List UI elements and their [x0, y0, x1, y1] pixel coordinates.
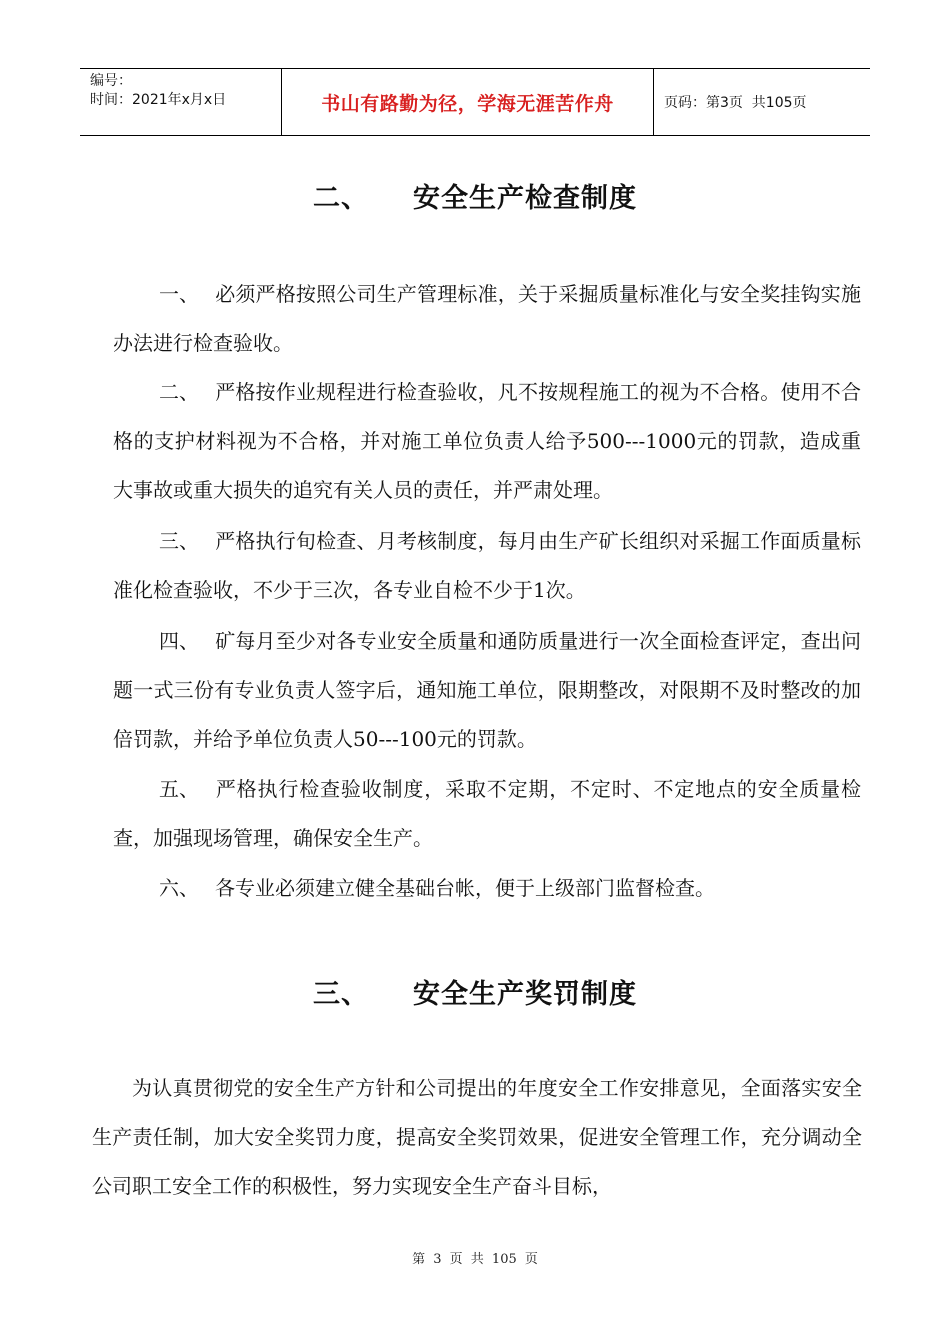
- section-3-title: 安全生产奖罚制度: [413, 979, 637, 1010]
- section-3-number: 三、: [313, 979, 369, 1010]
- document-header: [80, 68, 870, 136]
- header-motto: 书山有路勤为径，学海无涯苦作舟: [282, 69, 654, 135]
- list-item-text: 必须严格按照公司生产管理标准，关于采掘质量标准化与安全奖挂钩实施办法进行检查验收。: [113, 282, 861, 355]
- list-item: [113, 270, 861, 368]
- header-page-info-cell: [654, 69, 870, 135]
- list-item-number: 三、: [159, 529, 199, 553]
- section-2-heading: [0, 176, 950, 215]
- list-item: [113, 517, 861, 615]
- header-meta-cell: [80, 69, 282, 135]
- list-item-number: 六、: [159, 876, 199, 900]
- section-2-number: 二、: [313, 183, 369, 214]
- time-label: 时间：2021年x月x日: [90, 92, 227, 108]
- section-2-title: 安全生产检查制度: [413, 183, 637, 214]
- list-item: [113, 617, 861, 764]
- header-page-info: 页码：第3页 共105页: [664, 95, 807, 111]
- section-3-heading: [0, 972, 950, 1011]
- section-3-intro: 为认真贯彻党的安全生产方针和公司提出的年度安全工作安排意见，全面落实安全生产责任制，加大安全奖罚力度，提高安全奖罚效果，促进安全管理工作，充分调动全公司职工安全工作的积极性，努力实现安全生产奋斗目标，: [92, 1076, 862, 1198]
- list-item: [113, 864, 861, 913]
- list-item-text: 严格按作业规程进行检查验收，凡不按规程施工的视为不合格。使用不合格的支护材料视为不合格，并对施工单位负责人给予500---1000元的罚款，造成重大事故或重大损失的追究有关人员的责任，并严肃处理。: [113, 380, 861, 502]
- list-item-text: 各专业必须建立健全基础台帐，便于上级部门监督检查。: [215, 876, 715, 900]
- page-footer: 第 3 页 共 105 页: [412, 1252, 538, 1267]
- list-item-text: 严格执行检查验收制度，采取不定期，不定时、不定地点的安全质量检查，加强现场管理，确保安全生产。: [113, 777, 861, 850]
- list-item: [113, 368, 861, 515]
- list-item-number: 五、: [159, 777, 199, 801]
- number-label: 编号：: [90, 73, 132, 89]
- list-item-number: 二、: [159, 380, 199, 404]
- list-item-text: 严格执行旬检查、月考核制度，每月由生产矿长组织对采掘工作面质量标准化检查验收，不少于三次，各专业自检不少于1次。: [113, 529, 861, 602]
- list-item-number: 一、: [159, 282, 199, 306]
- list-item: [113, 765, 861, 863]
- list-item-text: 矿每月至少对各专业安全质量和通防质量进行一次全面检查评定，查出问题一式三份有专业负责人签字后，通知施工单位，限期整改，对限期不及时整改的加倍罚款，并给予单位负责人50---100元的罚款。: [113, 629, 861, 751]
- list-item-number: 四、: [159, 629, 199, 653]
